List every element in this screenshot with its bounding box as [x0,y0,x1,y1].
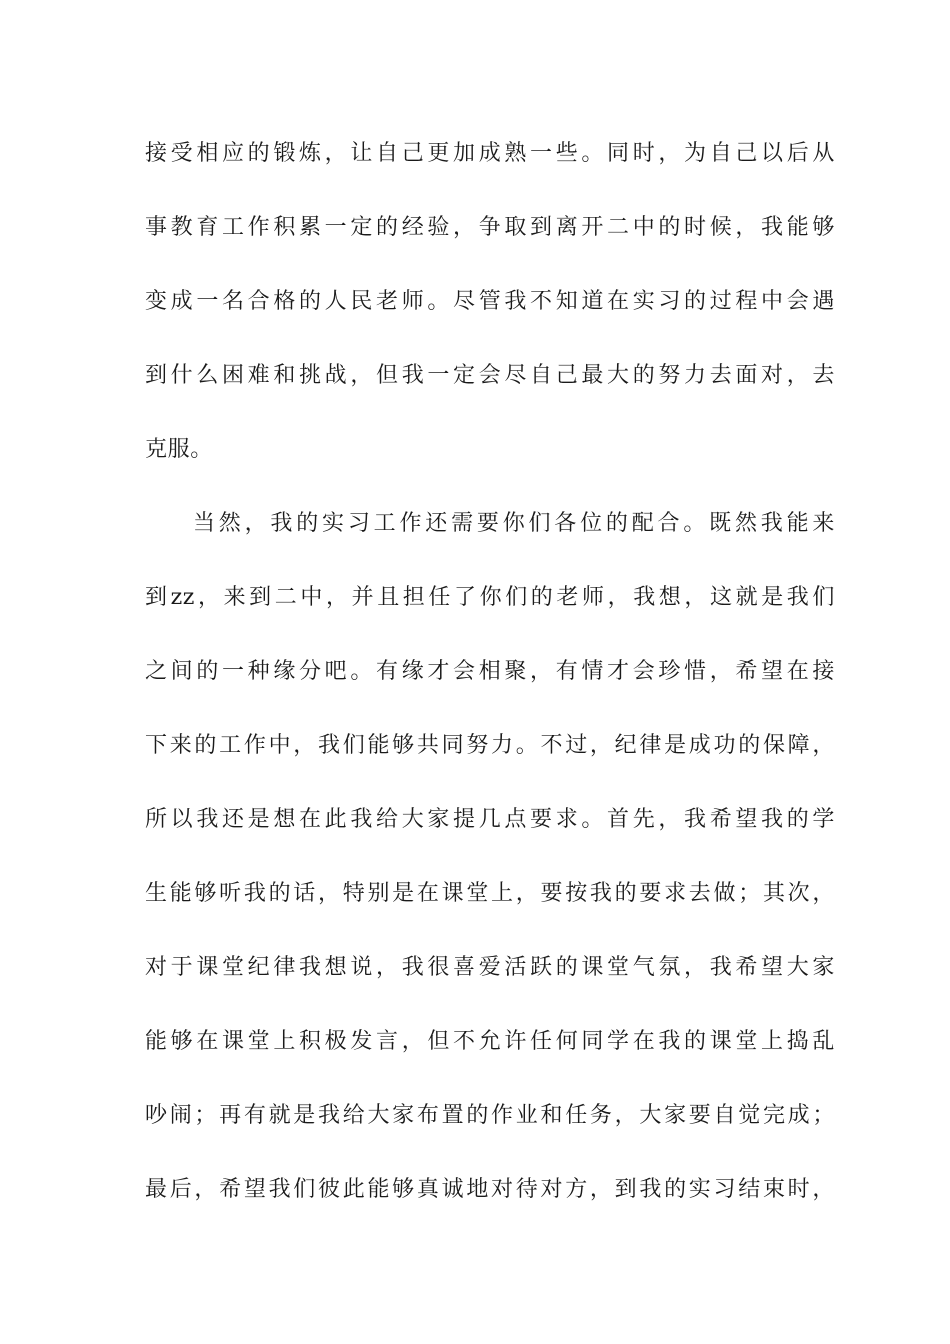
text-line: 对于课堂纪律我想说，我很喜爱活跃的课堂气氛，我希望大家 [145,955,835,980]
text-line: 吵闹；再有就是我给大家布置的作业和任务，大家要自觉完成； [145,1103,835,1128]
paragraph-first-line: 当然，我的实习工作还需要你们各位的配合。既然我能来 [193,511,835,536]
text-line: 最后，希望我们彼此能够真诚地对待对方，到我的实习结束时， [145,1177,835,1202]
text-line: 所以我还是想在此我给大家提几点要求。首先，我希望我的学 [145,807,835,832]
text-line: 生能够听我的话，特别是在课堂上，要按我的要求去做；其次， [145,881,835,906]
text-line: 到什么困难和挑战，但我一定会尽自己最大的努力去面对，去 [145,363,835,388]
text-line: 克服。 [145,437,213,462]
text-line: 事教育工作积累一定的经验，争取到离开二中的时候，我能够 [145,215,835,240]
text-line: 变成一名合格的人民老师。尽管我不知道在实习的过程中会遇 [145,289,835,314]
text-line: 下来的工作中，我们能够共同努力。不过，纪律是成功的保障， [145,733,835,758]
text-line: 接受相应的锻炼，让自己更加成熟一些。同时，为自己以后从 [145,141,835,166]
text-line: 之间的一种缘分吧。有缘才会相聚，有情才会珍惜，希望在接 [145,659,835,684]
text-line: 到zz，来到二中，并且担任了你们的老师，我想，这就是我们 [145,585,835,610]
text-line: 能够在课堂上积极发言，但不允许任何同学在我的课堂上捣乱 [145,1029,835,1054]
document-body [145,126,835,1236]
